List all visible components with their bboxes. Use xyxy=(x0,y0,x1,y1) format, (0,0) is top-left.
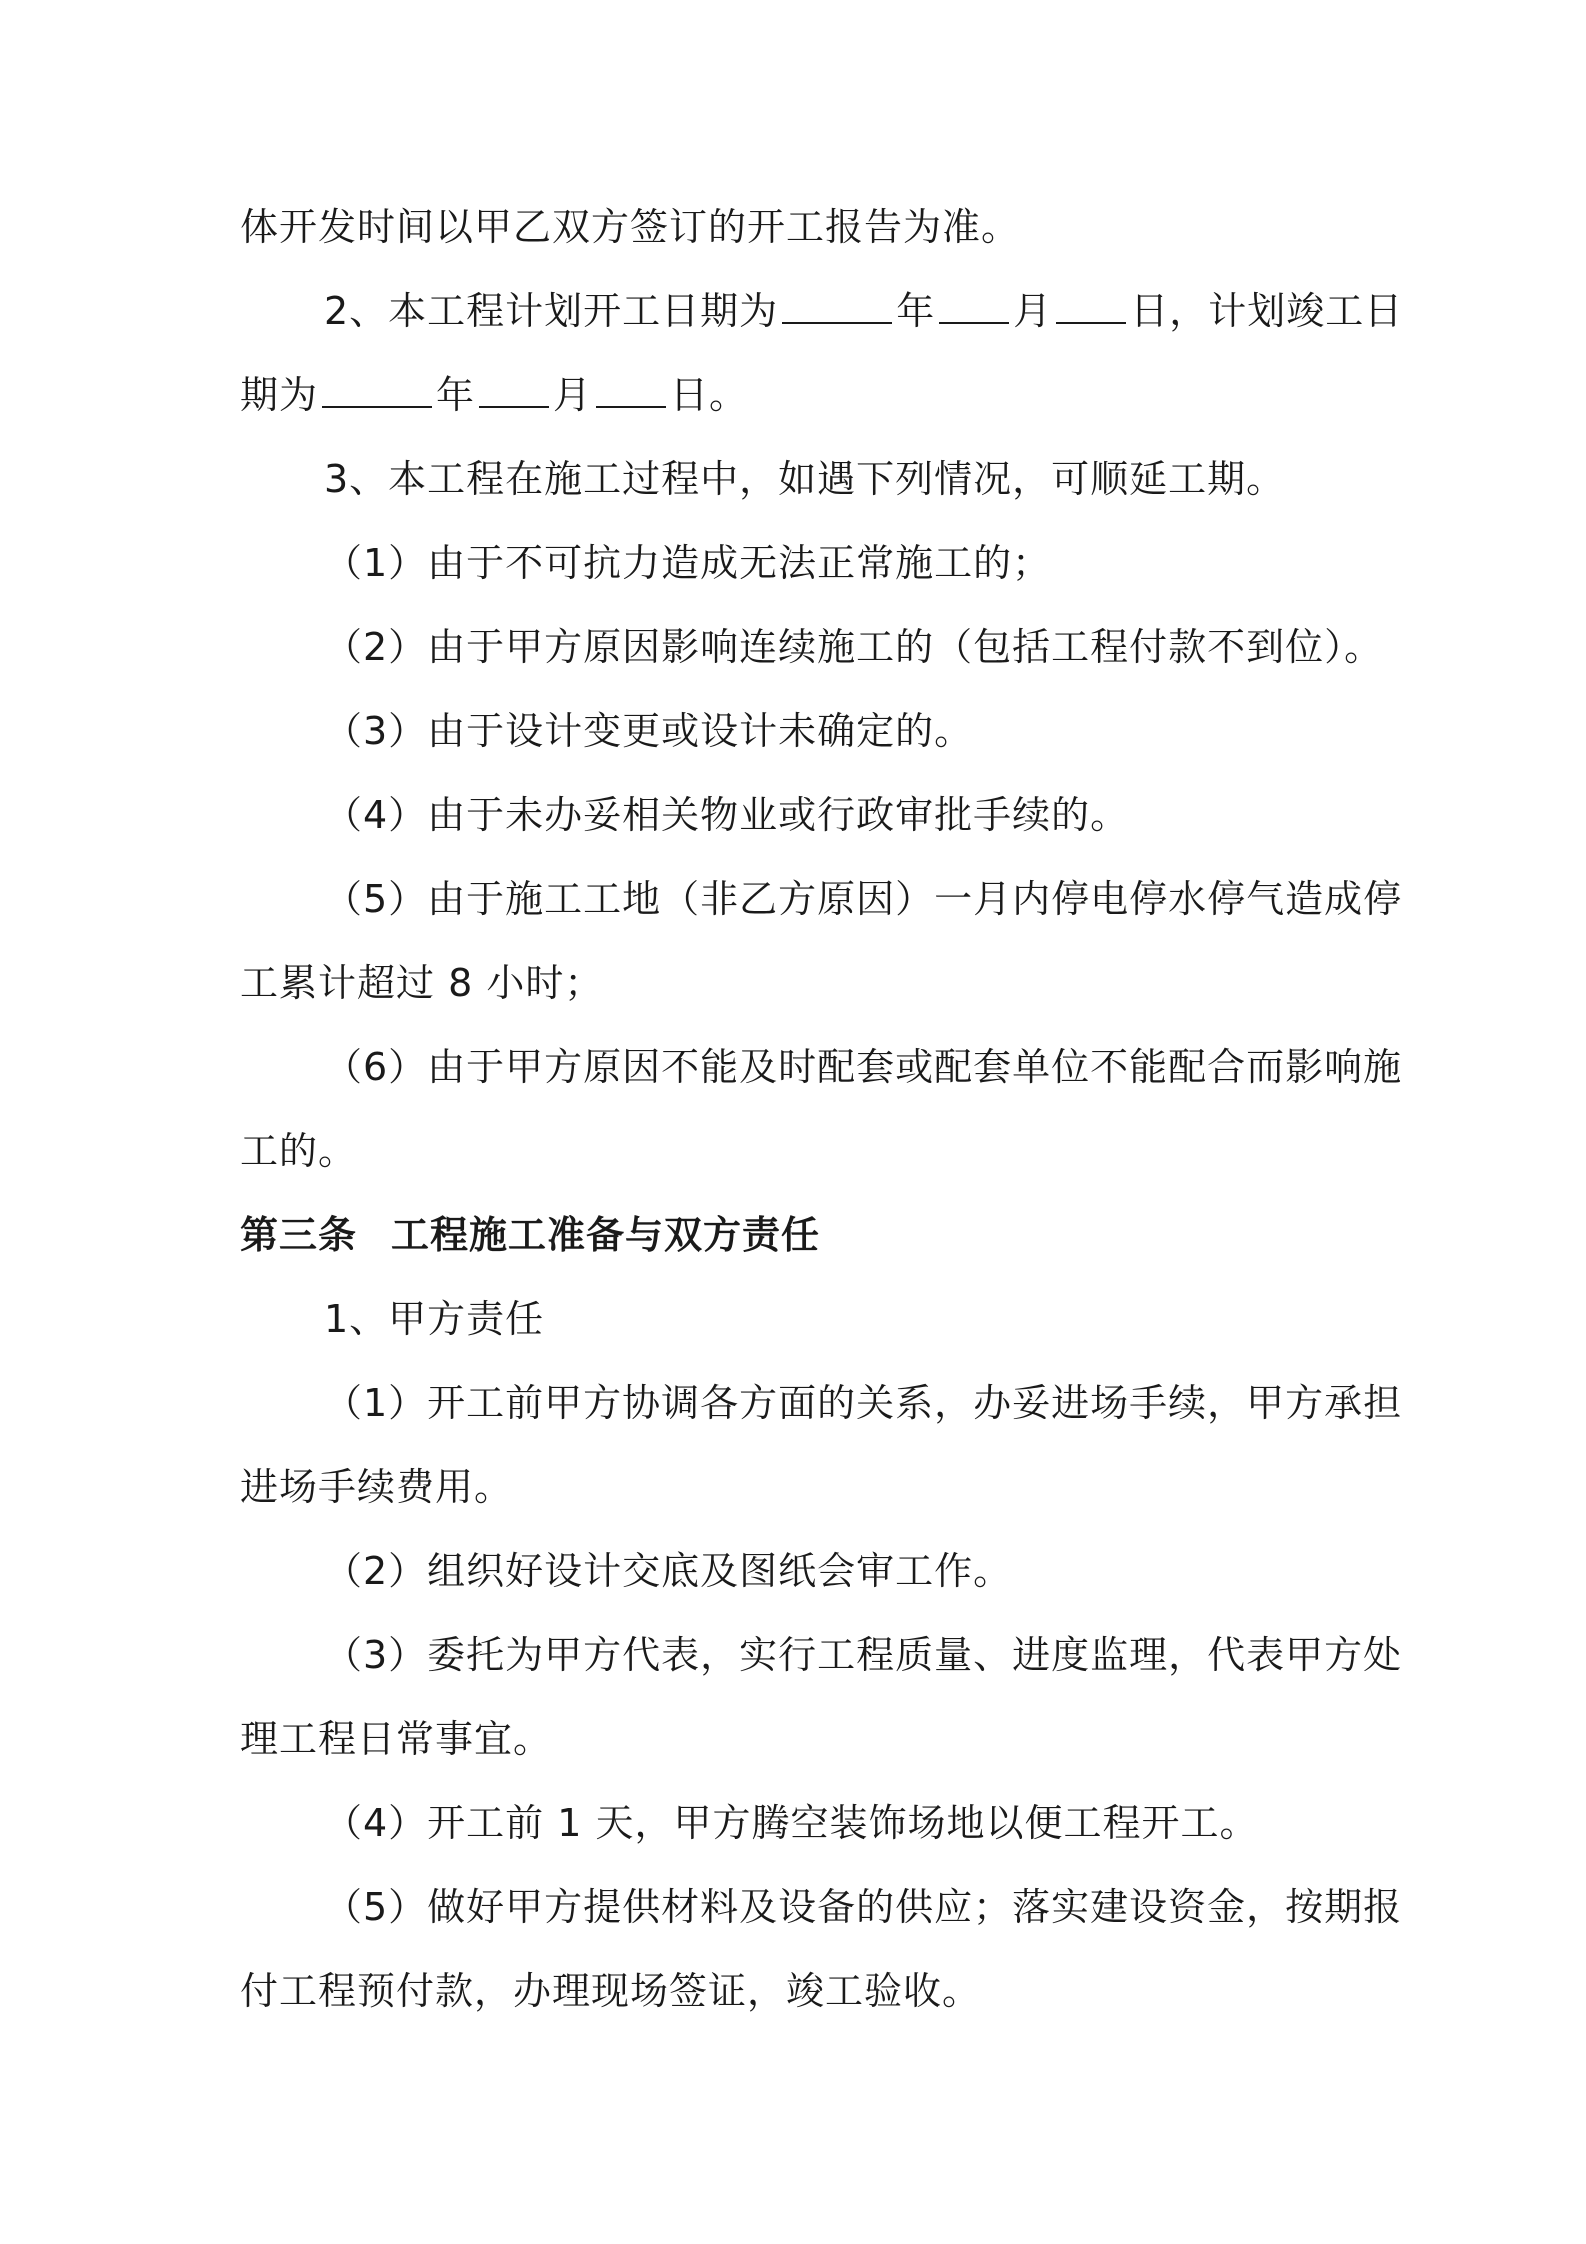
text: 年 xyxy=(896,289,936,333)
section-number: 第三条 xyxy=(240,1213,358,1257)
paragraph-line xyxy=(240,1463,1360,1511)
text: 进场手续费用。 xyxy=(240,1465,514,1509)
start-month-blank[interactable] xyxy=(939,288,1009,324)
text: （1）由于不可抗力造成无法正常施工的； xyxy=(324,541,1052,585)
text: 2、本工程计划开工日期为 xyxy=(324,289,779,333)
text: （5）做好甲方提供材料及设备的供应；落实建设资金，按期报 xyxy=(324,1885,1403,1929)
text: （3）由于设计变更或设计未确定的。 xyxy=(324,709,974,753)
text: 期为 xyxy=(240,373,319,417)
text: （2）由于甲方原因影响连续施工的（包括工程付款不到位）。 xyxy=(324,625,1384,669)
start-year-blank[interactable] xyxy=(782,288,892,324)
paragraph-line xyxy=(324,539,1444,587)
paragraph-line xyxy=(324,1043,1444,1091)
text: （4）由于未办妥相关物业或行政审批手续的。 xyxy=(324,793,1130,837)
paragraph-line xyxy=(240,1967,1360,2015)
text: 月 xyxy=(1013,289,1053,333)
paragraph-line xyxy=(324,791,1444,839)
text: （2）组织好设计交底及图纸会审工作。 xyxy=(324,1549,1013,1593)
paragraph-line xyxy=(324,1799,1444,1847)
paragraph-line xyxy=(240,1715,1360,1763)
text: 付工程预付款，办理现场签证，竣工验收。 xyxy=(240,1969,982,2013)
paragraph-line xyxy=(240,371,1360,419)
paragraph-line xyxy=(324,1883,1444,1931)
end-year-blank[interactable] xyxy=(322,372,432,408)
text: 体开发时间以甲乙双方签订的开工报告为准。 xyxy=(240,205,1021,249)
text: 年 xyxy=(436,373,476,417)
text: 1、甲方责任 xyxy=(324,1297,545,1341)
text: 工的。 xyxy=(240,1129,358,1173)
text: 日。 xyxy=(670,373,749,417)
start-day-blank[interactable] xyxy=(1056,288,1126,324)
text: 理工程日常事宜。 xyxy=(240,1717,553,1761)
text: （6）由于甲方原因不能及时配套或配套单位不能配合而影响施 xyxy=(324,1045,1403,1089)
section-heading xyxy=(240,1211,1360,1259)
subsection-heading xyxy=(324,1295,1444,1343)
paragraph-line xyxy=(324,287,1444,335)
paragraph-line xyxy=(324,1547,1444,1595)
end-month-blank[interactable] xyxy=(479,372,549,408)
end-day-blank[interactable] xyxy=(596,372,666,408)
paragraph-line xyxy=(240,203,1360,251)
text: 月 xyxy=(553,373,593,417)
text: 日，计划竣工日 xyxy=(1130,289,1404,333)
text: （4）开工前 1 天，甲方腾空装饰场地以便工程开工。 xyxy=(324,1801,1259,1845)
paragraph-line xyxy=(324,623,1444,671)
section-title: 工程施工准备与双方责任 xyxy=(391,1213,821,1257)
paragraph-line xyxy=(240,959,1360,1007)
paragraph-line xyxy=(324,707,1444,755)
paragraph-line xyxy=(324,1379,1444,1427)
paragraph-line xyxy=(324,455,1444,503)
text: （3）委托为甲方代表，实行工程质量、进度监理，代表甲方处 xyxy=(324,1633,1403,1677)
paragraph-line xyxy=(240,1127,1360,1175)
paragraph-line xyxy=(324,1631,1444,1679)
text: 3、本工程在施工过程中，如遇下列情况，可顺延工期。 xyxy=(324,457,1286,501)
text: 工累计超过 8 小时； xyxy=(240,961,604,1005)
text: （5）由于施工工地（非乙方原因）一月内停电停水停气造成停 xyxy=(324,877,1403,921)
paragraph-line xyxy=(324,875,1444,923)
text: （1）开工前甲方协调各方面的关系，办妥进场手续，甲方承担 xyxy=(324,1381,1403,1425)
